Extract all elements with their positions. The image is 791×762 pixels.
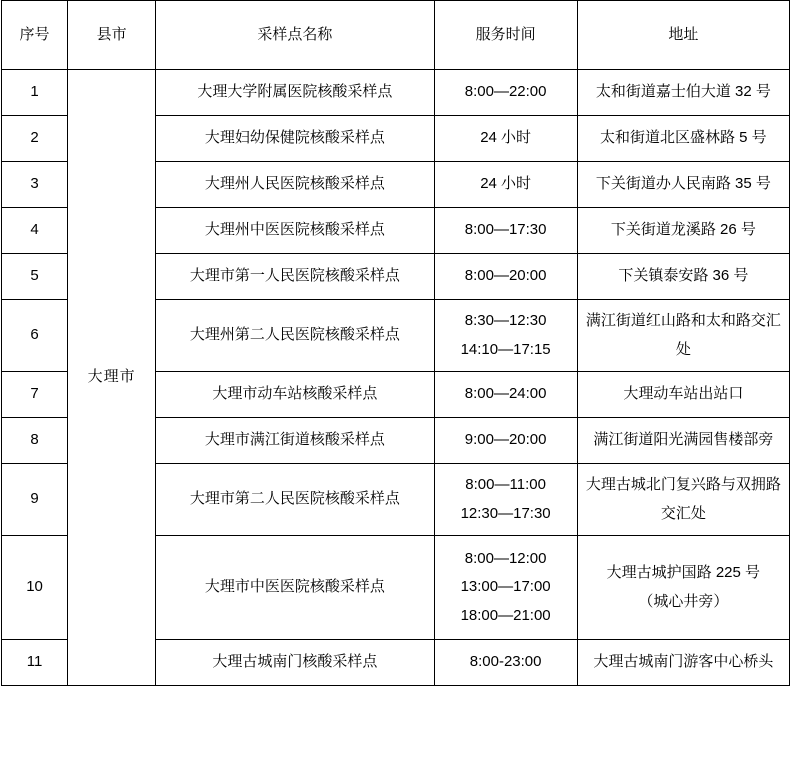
cell-time [434, 640, 577, 686]
cell-address [577, 162, 789, 208]
cell-index: 8 [2, 418, 68, 464]
time-line: 12:30—17:30 [460, 504, 551, 522]
cell-index: 2 [2, 116, 68, 162]
cell-name: 大理市动车站核酸采样点 [156, 372, 434, 418]
address-line: （城心井旁） [638, 592, 729, 610]
cell-address [577, 254, 789, 300]
address-line: 太和街道北区盛林路 5 号 [600, 129, 767, 147]
cell-index: 7 [2, 372, 68, 418]
table-header-row [2, 1, 790, 70]
cell-time [434, 418, 577, 464]
cell-address [577, 116, 789, 162]
cell-address [577, 464, 789, 536]
cell-name: 大理州中医医院核酸采样点 [156, 208, 434, 254]
time-line: 14:10—17:15 [460, 340, 551, 358]
address-line: 大理古城护国路 225 号 [606, 564, 761, 581]
cell-index: 9 [2, 464, 68, 536]
cell-time [434, 536, 577, 640]
column-header-index: 序号 [2, 1, 68, 70]
address-line: 处 [675, 340, 691, 358]
cell-name: 大理大学附属医院核酸采样点 [156, 70, 434, 116]
column-header-county: 县市 [68, 1, 156, 70]
address-line: 交汇处 [660, 504, 706, 522]
cell-index: 11 [2, 640, 68, 686]
cell-address [577, 418, 789, 464]
cell-time [434, 254, 577, 300]
cell-address [577, 640, 789, 686]
column-header-address: 地址 [577, 1, 789, 70]
cell-index: 6 [2, 300, 68, 372]
cell-name: 大理古城南门核酸采样点 [156, 640, 434, 686]
cell-time [434, 70, 577, 116]
cell-index: 5 [2, 254, 68, 300]
time-line: 8:00—20:00 [464, 267, 547, 285]
cell-time [434, 464, 577, 536]
time-line: 24 小时 [480, 129, 532, 147]
address-line: 下关镇泰安路 36 号 [618, 267, 749, 285]
cell-index: 4 [2, 208, 68, 254]
table-row [2, 70, 790, 116]
time-line: 8:00—24:00 [464, 385, 547, 403]
address-line: 满江街道阳光满园售楼部旁 [593, 431, 774, 449]
address-line: 大理古城北门复兴路与双拥路 [585, 476, 781, 493]
cell-name: 大理市第二人民医院核酸采样点 [156, 464, 434, 536]
cell-address [577, 70, 789, 116]
cell-time [434, 162, 577, 208]
cell-county: 大理市 [68, 70, 156, 686]
time-line: 8:00-23:00 [469, 653, 542, 671]
time-line: 18:00—21:00 [460, 606, 551, 624]
address-line: 下关街道办人民南路 35 号 [595, 175, 771, 193]
cell-time [434, 300, 577, 372]
cell-name: 大理市满江街道核酸采样点 [156, 418, 434, 464]
address-line: 大理动车站出站口 [623, 385, 744, 403]
cell-index: 1 [2, 70, 68, 116]
address-line: 满江街道红山路和太和路交汇 [585, 312, 781, 329]
cell-address [577, 536, 789, 640]
cell-name: 大理市第一人民医院核酸采样点 [156, 254, 434, 300]
cell-name: 大理市中医医院核酸采样点 [156, 536, 434, 640]
cell-time [434, 372, 577, 418]
cell-name: 大理州人民医院核酸采样点 [156, 162, 434, 208]
cell-address [577, 208, 789, 254]
cell-address [577, 300, 789, 372]
time-line: 24 小时 [480, 175, 532, 193]
cell-index: 10 [2, 536, 68, 640]
cell-time [434, 116, 577, 162]
cell-time [434, 208, 577, 254]
cell-name: 大理妇幼保健院核酸采样点 [156, 116, 434, 162]
sampling-points-table [1, 0, 790, 686]
time-line: 8:00—11:00 [465, 476, 546, 493]
cell-name: 大理州第二人民医院核酸采样点 [156, 300, 434, 372]
address-line: 下关街道龙溪路 26 号 [610, 221, 756, 239]
time-line: 8:00—22:00 [464, 83, 547, 101]
time-line: 8:00—17:30 [464, 221, 547, 239]
column-header-name: 采样点名称 [156, 1, 434, 70]
time-line: 8:00—12:00 [464, 549, 547, 567]
cell-index: 3 [2, 162, 68, 208]
column-header-time: 服务时间 [434, 1, 577, 70]
address-line: 大理古城南门游客中心桥头 [593, 653, 774, 671]
address-line: 太和街道嘉士伯大道 32 号 [595, 83, 771, 101]
time-line: 13:00—17:00 [460, 578, 551, 596]
time-line: 8:30—12:30 [464, 312, 547, 329]
cell-address [577, 372, 789, 418]
time-line: 9:00—20:00 [464, 431, 547, 449]
